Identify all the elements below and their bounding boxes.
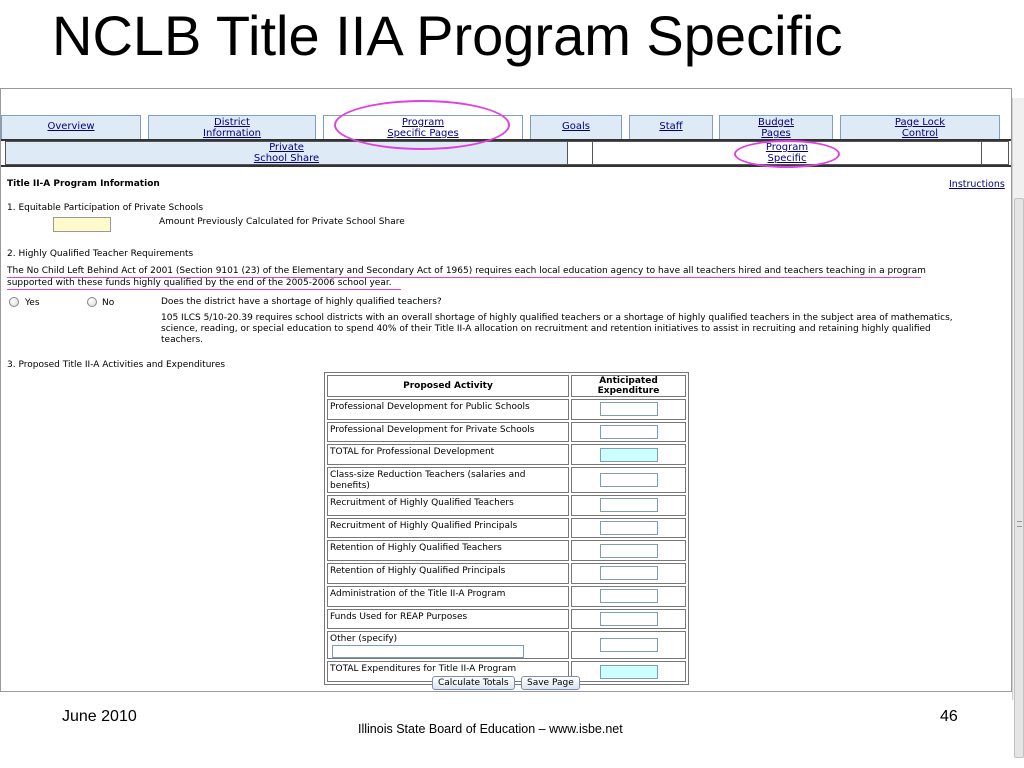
highlight-underline-2 <box>7 289 401 290</box>
table-header-row <box>327 375 686 397</box>
amount-input[interactable] <box>600 425 658 439</box>
subtab-private-line1: Private <box>269 142 304 153</box>
tab-overview-label: Overview <box>47 121 95 132</box>
activity-label: Retention of Highly Qualified Teachers <box>327 540 569 561</box>
tab-program-line1: Program <box>401 117 445 128</box>
table-row <box>327 540 686 561</box>
total-expenditures-output <box>600 665 658 679</box>
activity-label: Administration of the Title II-A Program <box>327 586 569 607</box>
footer-date: June 2010 <box>62 708 137 725</box>
table-row <box>327 422 686 443</box>
tab-staff-label: Staff <box>659 121 683 132</box>
table-row <box>327 586 686 607</box>
tab-budget-line1: Budget <box>758 117 794 128</box>
q3-heading: 3. Proposed Title II-A Activities and Expenditures <box>7 360 226 370</box>
amount-cell <box>571 518 686 539</box>
amount-input[interactable] <box>600 589 658 603</box>
tab-overview[interactable] <box>1 115 141 139</box>
table-row <box>327 609 686 630</box>
amount-input[interactable] <box>600 402 658 416</box>
activity-label: Retention of Highly Qualified Principals <box>327 563 569 584</box>
tab-goals-label: Goals <box>562 121 590 132</box>
subtab-program-line2: Specific <box>767 153 807 164</box>
col-anticipated-expenditure: Anticipated Expenditure <box>571 375 686 397</box>
sub-tabs <box>5 141 1009 165</box>
table-row <box>327 495 686 516</box>
amount-input[interactable] <box>600 521 658 535</box>
amount-input[interactable] <box>600 473 658 487</box>
no-label: No <box>102 298 115 308</box>
activity-label: TOTAL Expenditures for Title II-A Program <box>327 661 569 682</box>
private-school-share-amount <box>53 217 111 232</box>
activity-label: Class-size Reduction Teachers (salaries and benefits) <box>327 467 569 493</box>
subtab-private-line2: School Share <box>253 153 320 164</box>
table-row <box>327 444 686 465</box>
tab-goals[interactable] <box>530 115 622 139</box>
q1-heading: 1. Equitable Participation of Private Schools <box>7 203 204 213</box>
highlight-ellipse-program-tab <box>334 100 510 150</box>
amount-input[interactable] <box>600 498 658 512</box>
tab-page-lock-control[interactable] <box>840 115 1000 139</box>
amount-cell <box>571 399 686 420</box>
activity-label: Other (specify) <box>330 634 398 645</box>
amount-cell <box>571 422 686 443</box>
other-specify-cell <box>327 631 569 659</box>
highlight-ellipse-program-subtab <box>734 140 840 168</box>
amount-cell <box>571 540 686 561</box>
tab-district-information[interactable] <box>148 115 316 139</box>
q2-heading: 2. Highly Qualified Teacher Requirements <box>7 249 194 259</box>
calculate-totals-button[interactable]: Calculate Totals <box>432 676 515 690</box>
yes-label: Yes <box>25 298 40 308</box>
amount-cell <box>571 586 686 607</box>
scrollbar-grip-icon <box>1017 521 1022 527</box>
activity-label: Recruitment of Highly Qualified Teachers <box>327 495 569 516</box>
slide-title: NCLB Title IIA Program Specific <box>52 4 843 67</box>
no-radio[interactable] <box>87 297 97 307</box>
q2-paragraph-line2: supported with these funds highly qualified by the end of the 2005-2006 school year. <box>7 278 392 288</box>
amount-cell <box>571 563 686 584</box>
amount-cell <box>571 495 686 516</box>
tab-lock-line2: Control <box>901 128 939 139</box>
amount-cell <box>571 661 686 682</box>
other-specify-input[interactable] <box>332 645 524 658</box>
amount-input[interactable] <box>600 566 658 580</box>
tab-program-line2: Specific Pages <box>387 128 459 139</box>
instructions-link[interactable]: Instructions <box>949 179 1005 190</box>
save-page-button[interactable]: Save Page <box>521 676 580 690</box>
table-row <box>327 399 686 420</box>
shortage-question: Does the district have a shortage of highly qualified teachers? <box>161 297 442 307</box>
activity-label: Professional Development for Private Schools <box>327 422 569 443</box>
footer-center-text: Illinois State Board of Education – www.isbe.net <box>358 722 623 736</box>
col-proposed-activity: Proposed Activity <box>327 375 569 397</box>
total-pd-output <box>600 448 658 462</box>
activity-label: TOTAL for Professional Development <box>327 444 569 465</box>
tab-lock-line1: Page Lock <box>894 117 946 128</box>
amount-cell <box>571 467 686 493</box>
table-row <box>327 631 686 659</box>
amount-input[interactable] <box>600 544 658 558</box>
activity-label: Professional Development for Public Schools <box>327 399 569 420</box>
table-row <box>327 467 686 493</box>
amount-input[interactable] <box>600 638 658 652</box>
section-title: Title II-A Program Information <box>7 179 160 189</box>
tab-district-line2: Information <box>203 128 261 139</box>
tab-budget-line2: Pages <box>761 128 791 139</box>
tab-staff[interactable] <box>629 115 713 139</box>
q1-amount-label: Amount Previously Calculated for Private School Share <box>159 217 405 227</box>
tab-budget-pages[interactable] <box>719 115 833 139</box>
q2-paragraph-line1: The No Child Left Behind Act of 2001 (Section 9101 (23) of the Elementary and Secondary Act of 1965) requires each local education agency to have all teachers hired and teachers teaching in a program <box>7 266 926 276</box>
subtab-private-school-share[interactable] <box>6 142 568 164</box>
vertical-scrollbar[interactable] <box>1012 98 1024 700</box>
table-row <box>327 563 686 584</box>
table-row <box>327 518 686 539</box>
shortage-detail: 105 ILCS 5/10-20.39 requires school districts with an overall shortage of highly qualified teachers or a shortage of highly qualified teachers in the subject area of mathematics, science, reading, or special education to spend 40% of their Title II-A allocation on recruitment and retention initiatives to assist in recruiting and retaining highly qualified teachers. <box>161 313 953 345</box>
amount-input[interactable] <box>600 612 658 626</box>
subtabs-divider <box>1 165 1012 167</box>
amount-cell <box>571 631 686 659</box>
slide-number: 46 <box>940 708 958 725</box>
activities-table <box>324 372 689 685</box>
amount-cell <box>571 609 686 630</box>
activity-label: Recruitment of Highly Qualified Principals <box>327 518 569 539</box>
activity-label: Funds Used for REAP Purposes <box>327 609 569 630</box>
browser-frame <box>0 88 1012 692</box>
tab-district-line1: District <box>214 117 250 128</box>
yes-radio[interactable] <box>9 297 19 307</box>
amount-cell <box>571 444 686 465</box>
subtab-program-line1: Program <box>765 142 809 153</box>
scrollbar-thumb[interactable] <box>1014 198 1024 758</box>
